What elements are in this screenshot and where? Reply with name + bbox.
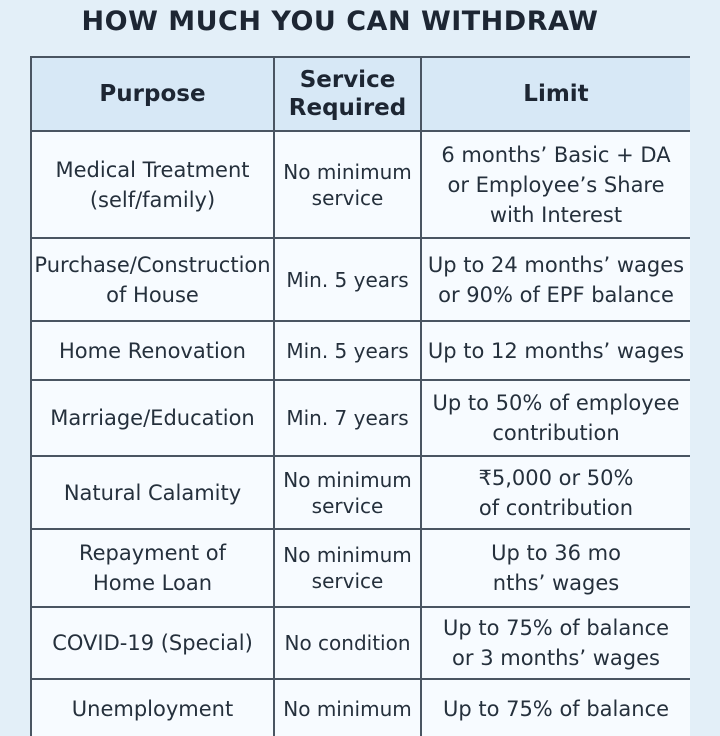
page-title: HOW MUCH YOU CAN WITHDRAW <box>81 6 599 37</box>
limit-cell: Up to 75% of balance <box>421 679 690 736</box>
limit-cell: Up to 36 mo nths’ wages <box>421 529 690 607</box>
limit-cell: ₹5,000 or 50% of contribution <box>421 456 690 529</box>
header-purpose: Purpose <box>31 57 274 131</box>
limit-cell: Up to 75% of balance or 3 months’ wages <box>421 607 690 679</box>
limit-cell: 6 months’ Basic + DA or Employee’s Share with Interest <box>421 131 690 238</box>
service-cell: No condition <box>274 607 421 679</box>
purpose-cell: Marriage/Education <box>31 380 274 456</box>
table-row <box>31 607 690 679</box>
table-row <box>31 321 690 380</box>
table-row <box>31 529 690 607</box>
table-row <box>31 131 690 238</box>
table-header-row <box>31 57 690 131</box>
withdrawal-limits-table <box>30 56 690 736</box>
header-service-required: Service Required <box>274 57 421 131</box>
limit-cell: Up to 12 months’ wages <box>421 321 690 380</box>
limit-cell: Up to 50% of employee contribution <box>421 380 690 456</box>
withdrawal-table-container <box>30 56 690 736</box>
purpose-cell: Purchase/Construction of House <box>31 238 274 321</box>
limit-cell: Up to 24 months’ wages or 90% of EPF balance <box>421 238 690 321</box>
purpose-cell: Natural Calamity <box>31 456 274 529</box>
purpose-cell: Repayment of Home Loan <box>31 529 274 607</box>
service-cell: No minimum <box>274 679 421 736</box>
header-limit: Limit <box>421 57 690 131</box>
purpose-cell: Home Renovation <box>31 321 274 380</box>
table-row <box>31 238 690 321</box>
purpose-cell: Medical Treatment (self/family) <box>31 131 274 238</box>
service-cell: No minimum service <box>274 456 421 529</box>
service-cell: No minimum service <box>274 131 421 238</box>
purpose-cell: Unemployment <box>31 679 274 736</box>
table-row <box>31 380 690 456</box>
service-cell: No minimum service <box>274 529 421 607</box>
service-cell: Min. 5 years <box>274 321 421 380</box>
table-row <box>31 679 690 736</box>
purpose-cell: COVID-19 (Special) <box>31 607 274 679</box>
service-cell: Min. 7 years <box>274 380 421 456</box>
service-cell: Min. 5 years <box>274 238 421 321</box>
table-row <box>31 456 690 529</box>
